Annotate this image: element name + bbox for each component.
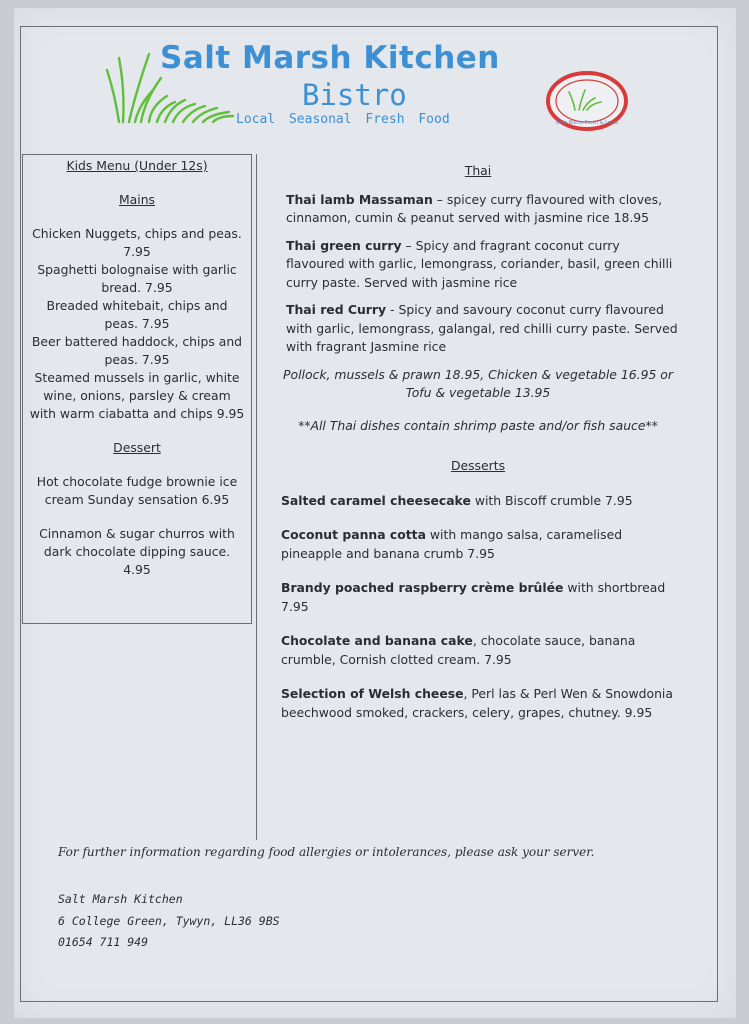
dessert-name: Chocolate and banana cake: [281, 633, 473, 648]
business-name: Salt Marsh Kitchen: [58, 892, 183, 906]
dessert-item: [278, 526, 678, 563]
kids-menu-box: [22, 154, 252, 624]
dessert-desc: , Perl las & Perl Wen & Snowdonia beechwood smoked, crackers, celery, grapes, chutney. 9.95: [281, 686, 673, 720]
dessert-item: [278, 579, 678, 616]
kids-dessert-title: Dessert: [113, 440, 161, 455]
kids-main-item: Breaded whitebait, chips and peas. 7.95: [46, 298, 228, 331]
dessert-name: Coconut panna cotta: [281, 527, 426, 542]
thai-dish: [278, 237, 678, 293]
thai-allergy-note: **All Thai dishes contain shrimp paste and/or fish sauce**: [298, 417, 658, 433]
dessert-desc: with Biscoff crumble 7.95: [470, 492, 633, 508]
contact-block: [58, 889, 280, 954]
dish-desc: – Spicy and fragrant coconut curry flavoured with garlic, lemongrass, coriander, basil, green chilli curry paste. Served with jasmine rice: [286, 237, 673, 290]
thai-section-title: Thai: [464, 163, 492, 178]
restaurant-subtitle: Bistro: [302, 78, 407, 112]
badge-text: Cafe Bistro Fresh & Local: [555, 120, 619, 126]
restaurant-title: Salt Marsh Kitchen: [160, 40, 500, 76]
dessert-name: Salted caramel cheesecake: [281, 492, 471, 508]
dessert-desc: with mango salsa, caramelised pineapple and banana crumb 7.95: [281, 527, 623, 561]
kids-menu-heading: Kids Menu (Under 12s): [66, 158, 208, 173]
kids-main-item: Steamed mussels in garlic, white wine, onions, parsley & cream with warm ciabatta and chips 9.95: [29, 370, 245, 421]
desserts-section-title: Desserts: [450, 458, 506, 473]
dessert-item: [278, 685, 678, 722]
kids-main-item: Spaghetti bolognaise with garlic bread. 7.95: [37, 262, 237, 295]
business-address: 6 College Green, Tywyn, LL36 9BS: [58, 913, 280, 928]
kids-main-item: Chicken Nuggets, chips and peas. 7.95: [32, 226, 242, 259]
dish-name: Thai lamb Massaman: [286, 191, 433, 207]
dessert-item: [278, 632, 678, 669]
dessert-desc: , chocolate sauce, banana crumble, Cornish clotted cream. 7.95: [281, 633, 636, 667]
thai-dish: [278, 191, 678, 228]
kids-dessert-item: Hot chocolate fudge brownie ice cream Sunday sensation 6.95: [36, 474, 238, 507]
kids-dessert-item: Cinnamon & sugar churros with dark chocolate dipping sauce. 4.95: [39, 526, 235, 577]
restaurant-tagline: Local Seasonal Fresh Food: [236, 112, 450, 127]
dessert-name: Selection of Welsh cheese: [281, 686, 464, 701]
dish-desc: - Spicy and savoury coconut curry flavoured with garlic, lemongrass, galangal, red chilli curry paste. Served with fragrant Jasmine rice: [286, 302, 678, 354]
kids-main-item: Beer battered haddock, chips and peas. 7.95: [31, 334, 243, 367]
dish-name: Thai red Curry: [286, 302, 387, 317]
dessert-item: [278, 492, 678, 511]
allergy-notice: For further information regarding food allergies or intolerances, please ask your server.: [58, 845, 595, 859]
badge-logo-icon: [545, 70, 629, 132]
dish-name: Thai green curry: [286, 237, 402, 253]
kids-mains-title: Mains: [118, 192, 156, 207]
main-menu-column: [278, 162, 678, 738]
dessert-desc: with shortbread 7.95: [281, 580, 666, 614]
dish-desc: – spicey curry flavoured with cloves, cinnamon, cumin & peanut served with jasmine rice 18.95: [286, 191, 663, 225]
thai-options: Pollock, mussels & prawn 18.95, Chicken & vegetable 16.95 or Tofu & vegetable 13.95: [283, 366, 673, 400]
column-divider: [256, 154, 257, 840]
business-phone: 01654 711 949: [58, 935, 149, 949]
thai-dish: [278, 301, 678, 357]
dessert-name: Brandy poached raspberry crème brûlée: [281, 580, 564, 595]
